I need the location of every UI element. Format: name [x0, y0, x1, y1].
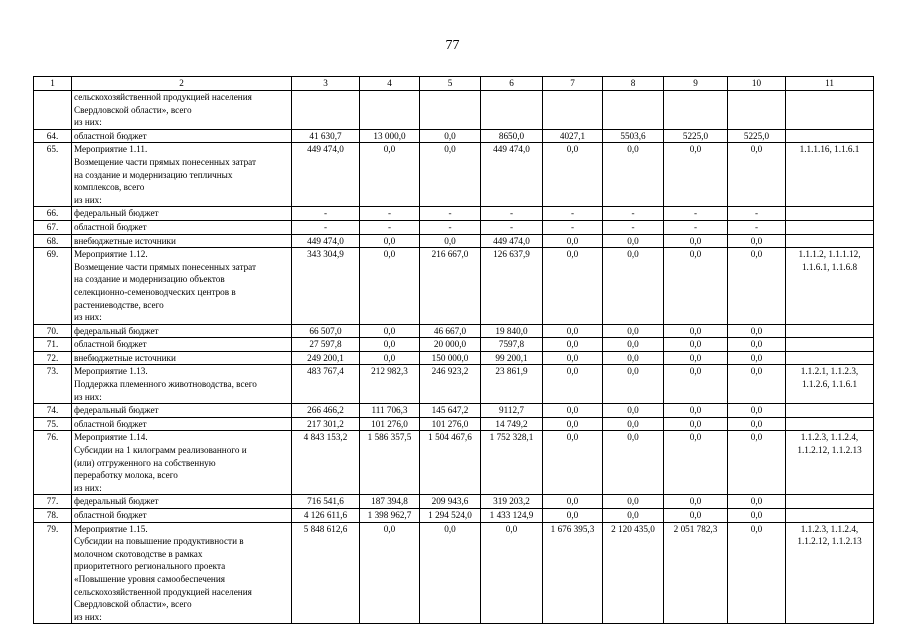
amount-cell: 2 120 435,0 [603, 522, 664, 624]
amount-cell: 1 752 328,1 [481, 431, 543, 495]
amount-cell [360, 91, 420, 130]
amount-cell: 0,0 [543, 143, 603, 207]
amount-cell: 0,0 [420, 234, 481, 248]
amount-cell: 0,0 [728, 431, 786, 495]
row-number: 77. [34, 495, 72, 509]
ref-line: 1.1.2.12, 1.1.2.13 [797, 445, 862, 456]
amount-cell: 0,0 [543, 509, 603, 523]
row-number [34, 91, 72, 130]
amount-cell: 209 943,6 [420, 495, 481, 509]
description-line: «Повышение уровня самообеспечения [74, 573, 225, 584]
column-header: 11 [786, 77, 874, 91]
row-number: 74. [34, 404, 72, 418]
amount-cell: 0,0 [728, 522, 786, 624]
amount-cell: 449 474,0 [481, 234, 543, 248]
row-description [72, 248, 292, 325]
table-row [34, 417, 874, 431]
amount-cell: 343 304,9 [292, 248, 360, 325]
amount-cell: - [543, 207, 603, 221]
amount-cell [481, 91, 543, 130]
column-header: 5 [420, 77, 481, 91]
ref-line: 1.1.6.1, 1.1.6.8 [801, 261, 858, 272]
amount-cell: 0,0 [728, 404, 786, 418]
amount-cell: 216 667,0 [420, 248, 481, 325]
amount-cell: 217 301,2 [292, 417, 360, 431]
amount-cell: 0,0 [728, 248, 786, 325]
target-indicator-refs [786, 324, 874, 338]
row-number: 66. [34, 207, 72, 221]
row-number: 71. [34, 338, 72, 352]
description-line: Субсидии на повышение продуктивности в [74, 536, 244, 547]
target-indicator-refs [786, 522, 874, 624]
amount-cell: 212 982,3 [360, 365, 420, 404]
amount-cell: 0,0 [664, 509, 728, 523]
description-line: Свердловской области», всего [74, 599, 192, 610]
ref-line: 1.1.2.3, 1.1.2.4, [800, 432, 859, 443]
amount-cell: 41 630,7 [292, 129, 360, 143]
target-indicator-refs [786, 207, 874, 221]
amount-cell: 0,0 [728, 365, 786, 404]
amount-cell: 0,0 [603, 404, 664, 418]
amount-cell: 0,0 [543, 351, 603, 365]
amount-cell: 0,0 [603, 234, 664, 248]
description-line: областной бюджет [74, 339, 147, 350]
amount-cell: 0,0 [728, 509, 786, 523]
description-line: из них: [74, 194, 102, 205]
amount-cell: 0,0 [664, 431, 728, 495]
amount-cell: 5503,6 [603, 129, 664, 143]
amount-cell [664, 91, 728, 130]
description-line: Поддержка племенного животноводства, всего [74, 379, 257, 390]
amount-cell: 449 474,0 [292, 234, 360, 248]
ref-line: 1.1.2.12, 1.1.2.13 [797, 536, 862, 547]
description-line: на создание и модернизацию объектов [74, 274, 225, 285]
amount-cell: - [664, 220, 728, 234]
target-indicator-refs [786, 234, 874, 248]
amount-cell: 0,0 [664, 365, 728, 404]
description-line: переработку молока, всего [74, 470, 178, 481]
amount-cell: 0,0 [543, 338, 603, 352]
amount-cell: 0,0 [664, 404, 728, 418]
target-indicator-refs [786, 220, 874, 234]
table-row [34, 220, 874, 234]
description-line: из них: [74, 482, 102, 493]
amount-cell: 99 200,1 [481, 351, 543, 365]
ref-line: 1.1.2.1, 1.1.2.3, [800, 366, 859, 377]
row-description [72, 129, 292, 143]
amount-cell: 449 474,0 [481, 143, 543, 207]
column-header: 2 [72, 77, 292, 91]
row-description [72, 351, 292, 365]
description-line: на создание и модернизацию тепличных [74, 169, 233, 180]
amount-cell: 0,0 [728, 234, 786, 248]
description-line: селекционно-семеноводческих центров в [74, 286, 236, 297]
row-description [72, 431, 292, 495]
amount-cell: 0,0 [603, 417, 664, 431]
amount-cell: 1 294 524,0 [420, 509, 481, 523]
ref-line: 1.1.2.3, 1.1.2.4, [800, 523, 859, 534]
amount-cell: - [420, 220, 481, 234]
amount-cell: 111 706,3 [360, 404, 420, 418]
amount-cell: 0,0 [543, 495, 603, 509]
amount-cell: 13 000,0 [360, 129, 420, 143]
column-header: 8 [603, 77, 664, 91]
description-line: молочном скотоводстве в рамках [74, 548, 203, 559]
description-line: федеральный бюджет [74, 208, 159, 219]
table-row [34, 324, 874, 338]
page-number: 77 [445, 38, 460, 53]
target-indicator-refs [786, 248, 874, 325]
amount-cell [420, 91, 481, 130]
amount-cell: 5 848 612,6 [292, 522, 360, 624]
description-line: областной бюджет [74, 221, 147, 232]
amount-cell: - [543, 220, 603, 234]
amount-cell [543, 91, 603, 130]
description-line: из них: [74, 117, 102, 128]
amount-cell: 0,0 [664, 495, 728, 509]
amount-cell: 66 507,0 [292, 324, 360, 338]
table-row [34, 234, 874, 248]
description-line: сельскохозяйственной продукцией населения [74, 92, 252, 102]
amount-cell: - [360, 207, 420, 221]
table-row [34, 495, 874, 509]
ref-line: 1.1.1.2, 1.1.1.12, [798, 249, 861, 260]
row-description [72, 234, 292, 248]
amount-cell: 4027,1 [543, 129, 603, 143]
amount-cell: 8650,0 [481, 129, 543, 143]
amount-cell: 4 126 611,6 [292, 509, 360, 523]
amount-cell: 0,0 [728, 324, 786, 338]
amount-cell: 0,0 [603, 324, 664, 338]
amount-cell: 0,0 [543, 417, 603, 431]
row-description [72, 509, 292, 523]
amount-cell: 0,0 [728, 351, 786, 365]
amount-cell: 145 647,2 [420, 404, 481, 418]
row-number: 69. [34, 248, 72, 325]
amount-cell: 0,0 [543, 365, 603, 404]
target-indicator-refs [786, 143, 874, 207]
description-line: Мероприятие 1.13. [74, 366, 148, 377]
row-description [72, 404, 292, 418]
row-number: 67. [34, 220, 72, 234]
description-line: федеральный бюджет [74, 496, 159, 507]
amount-cell: 246 923,2 [420, 365, 481, 404]
description-line: сельскохозяйственной продукцией населения [74, 586, 252, 597]
row-number: 79. [34, 522, 72, 624]
amount-cell: - [420, 207, 481, 221]
table-row [34, 404, 874, 418]
target-indicator-refs [786, 431, 874, 495]
table-row [34, 248, 874, 325]
amount-cell: 0,0 [664, 417, 728, 431]
table-row [34, 365, 874, 404]
amount-cell: 126 637,9 [481, 248, 543, 325]
description-line: Свердловской области», всего [74, 104, 192, 115]
row-number: 75. [34, 417, 72, 431]
target-indicator-refs [786, 129, 874, 143]
header-row [34, 77, 874, 91]
amount-cell: 0,0 [360, 234, 420, 248]
row-description [72, 207, 292, 221]
column-header: 9 [664, 77, 728, 91]
row-description [72, 338, 292, 352]
row-description [72, 365, 292, 404]
column-header: 10 [728, 77, 786, 91]
row-number: 70. [34, 324, 72, 338]
ref-line: 1.1.1.16, 1.1.6.1 [799, 144, 860, 155]
amount-cell: 0,0 [420, 522, 481, 624]
column-header: 6 [481, 77, 543, 91]
target-indicator-refs [786, 351, 874, 365]
description-line: из них: [74, 391, 102, 402]
amount-cell: 0,0 [664, 338, 728, 352]
amount-cell: 1 398 962,7 [360, 509, 420, 523]
amount-cell: 0,0 [360, 143, 420, 207]
amount-cell: 19 840,0 [481, 324, 543, 338]
amount-cell: 23 861,9 [481, 365, 543, 404]
amount-cell: 0,0 [543, 431, 603, 495]
table-row [34, 207, 874, 221]
description-line: из них: [74, 611, 102, 622]
row-description [72, 417, 292, 431]
row-number: 68. [34, 234, 72, 248]
amount-cell: 0,0 [728, 338, 786, 352]
amount-cell: 187 394,8 [360, 495, 420, 509]
amount-cell [603, 91, 664, 130]
amount-cell: 0,0 [664, 143, 728, 207]
description-line: Мероприятие 1.14. [74, 432, 148, 443]
amount-cell: 0,0 [603, 431, 664, 495]
amount-cell: 0,0 [360, 324, 420, 338]
amount-cell: 5225,0 [664, 129, 728, 143]
target-indicator-refs [786, 404, 874, 418]
amount-cell: 0,0 [728, 495, 786, 509]
amount-cell: - [728, 220, 786, 234]
amount-cell: 46 667,0 [420, 324, 481, 338]
amount-cell: - [664, 207, 728, 221]
amount-cell: 1 676 395,3 [543, 522, 603, 624]
table-row [34, 522, 874, 624]
amount-cell: 4 843 153,2 [292, 431, 360, 495]
column-header: 1 [34, 77, 72, 91]
table-row [34, 129, 874, 143]
amount-cell: 0,0 [664, 248, 728, 325]
column-header: 7 [543, 77, 603, 91]
amount-cell: 0,0 [603, 365, 664, 404]
description-line: приоритетного регионального проекта [74, 561, 226, 572]
row-description [72, 324, 292, 338]
amount-cell: - [360, 220, 420, 234]
description-line: из них: [74, 312, 102, 323]
target-indicator-refs [786, 91, 874, 130]
description-line: федеральный бюджет [74, 405, 159, 416]
amount-cell: 0,0 [603, 338, 664, 352]
row-description [72, 522, 292, 624]
amount-cell: 0,0 [664, 324, 728, 338]
amount-cell: 249 200,1 [292, 351, 360, 365]
amount-cell: 20 000,0 [420, 338, 481, 352]
amount-cell: - [292, 207, 360, 221]
amount-cell: 483 767,4 [292, 365, 360, 404]
amount-cell: 449 474,0 [292, 143, 360, 207]
amount-cell: - [728, 207, 786, 221]
amount-cell: 0,0 [728, 417, 786, 431]
amount-cell: 0,0 [603, 495, 664, 509]
description-line: комплексов, всего [74, 182, 145, 193]
amount-cell: 0,0 [420, 143, 481, 207]
amount-cell: 0,0 [360, 248, 420, 325]
amount-cell: 0,0 [603, 509, 664, 523]
amount-cell: 0,0 [543, 248, 603, 325]
amount-cell: 0,0 [360, 338, 420, 352]
description-line: федеральный бюджет [74, 325, 159, 336]
amount-cell: 0,0 [728, 143, 786, 207]
target-indicator-refs [786, 365, 874, 404]
amount-cell: 1 504 467,6 [420, 431, 481, 495]
amount-cell: 0,0 [481, 522, 543, 624]
amount-cell: 0,0 [543, 234, 603, 248]
target-indicator-refs [786, 495, 874, 509]
amount-cell: 2 051 782,3 [664, 522, 728, 624]
row-description [72, 91, 292, 130]
amount-cell: 0,0 [360, 351, 420, 365]
amount-cell [728, 91, 786, 130]
column-header: 4 [360, 77, 420, 91]
table-row [34, 91, 874, 130]
row-description [72, 220, 292, 234]
amount-cell: 0,0 [603, 248, 664, 325]
amount-cell: - [603, 207, 664, 221]
amount-cell: 0,0 [603, 143, 664, 207]
amount-cell: 9112,7 [481, 404, 543, 418]
table-row [34, 509, 874, 523]
description-line: (или) отгруженного на собственную [74, 457, 216, 468]
amount-cell: 1 586 357,5 [360, 431, 420, 495]
row-number: 78. [34, 509, 72, 523]
description-line: областной бюджет [74, 510, 147, 520]
description-line: внебюджетные источники [74, 235, 176, 246]
amount-cell: 0,0 [664, 351, 728, 365]
description-line: внебюджетные источники [74, 352, 176, 363]
amount-cell: 14 749,2 [481, 417, 543, 431]
amount-cell: - [481, 220, 543, 234]
row-description [72, 143, 292, 207]
amount-cell: 1 433 124,9 [481, 509, 543, 523]
amount-cell: 0,0 [603, 351, 664, 365]
amount-cell [292, 91, 360, 130]
row-number: 72. [34, 351, 72, 365]
amount-cell: - [481, 207, 543, 221]
amount-cell: - [603, 220, 664, 234]
ref-line: 1.1.2.6, 1.1.6.1 [801, 379, 858, 390]
target-indicator-refs [786, 338, 874, 352]
amount-cell: 319 203,2 [481, 495, 543, 509]
description-line: Возмещение части прямых понесенных затрат [74, 156, 257, 167]
amount-cell: 716 541,6 [292, 495, 360, 509]
amount-cell: 0,0 [420, 129, 481, 143]
description-line: областной бюджет [74, 130, 147, 141]
amount-cell: 101 276,0 [420, 417, 481, 431]
row-number: 76. [34, 431, 72, 495]
amount-cell: 7597,8 [481, 338, 543, 352]
table-body [34, 91, 874, 624]
row-number: 64. [34, 129, 72, 143]
table-row [34, 143, 874, 207]
amount-cell: 5225,0 [728, 129, 786, 143]
description-line: Мероприятие 1.12. [74, 249, 148, 260]
target-indicator-refs [786, 509, 874, 523]
description-line: Мероприятие 1.11. [74, 144, 148, 155]
description-line: областной бюджет [74, 418, 147, 429]
table-row [34, 431, 874, 495]
amount-cell: 0,0 [360, 522, 420, 624]
description-line: Мероприятие 1.15. [74, 523, 148, 534]
column-header: 3 [292, 77, 360, 91]
amount-cell: 266 466,2 [292, 404, 360, 418]
amount-cell: 0,0 [543, 324, 603, 338]
row-description [72, 495, 292, 509]
amount-cell: 150 000,0 [420, 351, 481, 365]
description-line: Субсидии на 1 килограмм реализованного и [74, 445, 247, 456]
table-row [34, 351, 874, 365]
row-number: 65. [34, 143, 72, 207]
amount-cell: - [292, 220, 360, 234]
amount-cell: 27 597,8 [292, 338, 360, 352]
amount-cell: 0,0 [664, 234, 728, 248]
target-indicator-refs [786, 417, 874, 431]
description-line: Возмещение части прямых понесенных затрат [74, 261, 257, 272]
row-number: 73. [34, 365, 72, 404]
budget-table [33, 76, 874, 624]
amount-cell: 0,0 [543, 404, 603, 418]
description-line: растениеводстве, всего [74, 299, 164, 310]
table-row [34, 338, 874, 352]
amount-cell: 101 276,0 [360, 417, 420, 431]
